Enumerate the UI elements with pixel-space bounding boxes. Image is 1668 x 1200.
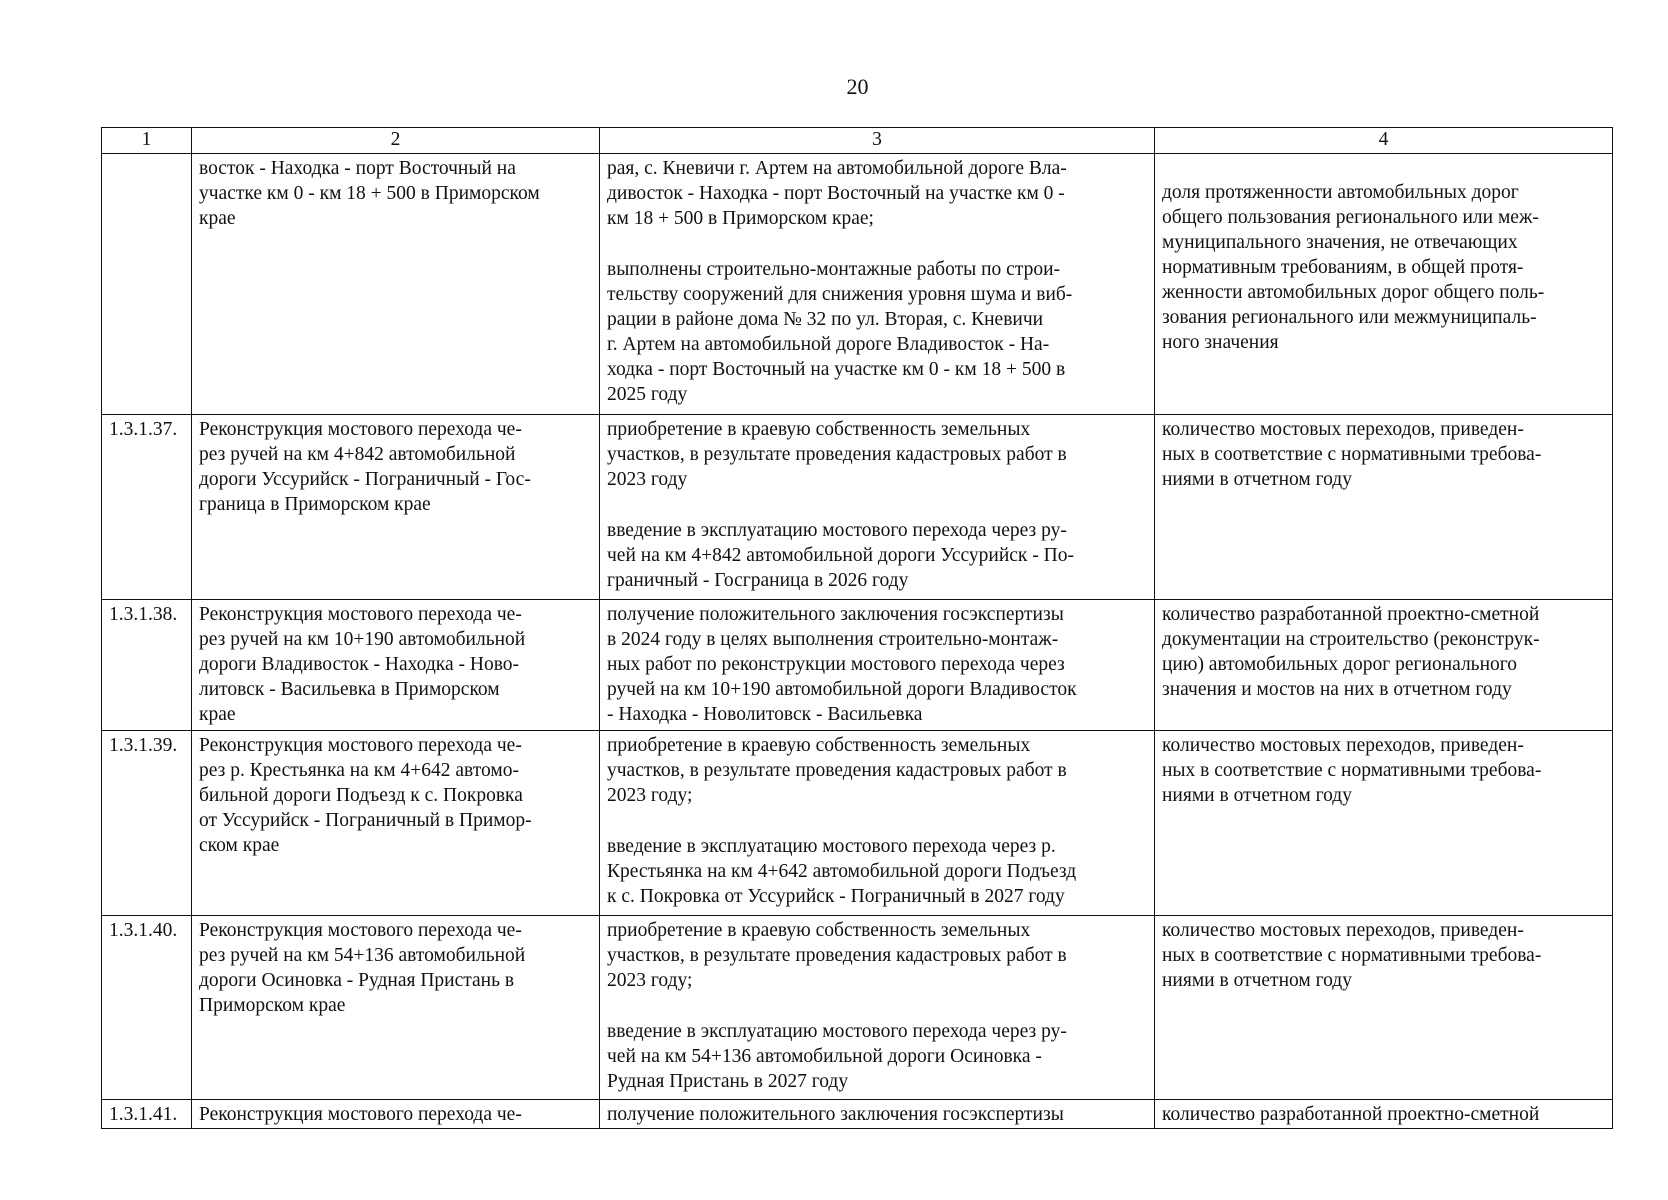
table-row — [102, 599, 1613, 731]
measure-name-cell — [192, 415, 600, 599]
result-line: чей на км 54+136 автомобильной дороги Осиновка - — [607, 1045, 1042, 1067]
measure-name-line: от Уссурийск - Пограничный в Примор- — [199, 810, 532, 832]
measure-name-line: Приморском крае — [199, 994, 346, 1016]
measure-name-line: ском крае — [199, 835, 280, 857]
indicator-line: ниями в отчетном году — [1162, 785, 1352, 807]
result-line: 2023 году; — [607, 785, 693, 807]
result-line: ручей на км 10+190 автомобильной дороги Владивосток — [607, 678, 1077, 700]
result-line: рая, с. Кневичи г. Артем на автомобильной дороге Вла- — [607, 157, 1067, 179]
measure-name-line: Реконструкция мостового перехода че- — [199, 919, 522, 941]
indicator-line: количество мостовых переходов, приведен- — [1162, 419, 1524, 441]
indicator-line: значения и мостов на них в отчетном году — [1162, 678, 1512, 700]
result-line: ных работ по реконструкции мостового перехода через — [607, 653, 1065, 675]
result-paragraph — [607, 156, 1148, 231]
table-row — [102, 153, 1613, 415]
result-line: к с. Покровка от Уссурийск - Пограничный в 2027 году — [607, 886, 1065, 908]
item-number-cell: 1.3.1.40. — [102, 915, 192, 1099]
measure-name-cell — [192, 1100, 600, 1129]
indicator-line: ниями в отчетном году — [1162, 469, 1352, 491]
measure-name-line: дороги Осиновка - Рудная Пристань в — [199, 969, 515, 991]
indicator-line: документации на строительство (реконструк- — [1162, 628, 1540, 650]
item-number-cell: 1.3.1.38. — [102, 599, 192, 731]
result-line: участков, в результате проведения кадастровых работ в — [607, 760, 1067, 782]
result-line: км 18 + 500 в Приморском крае; — [607, 207, 874, 229]
result-line: г. Артем на автомобильной дороге Владивосток - На- — [607, 333, 1050, 355]
indicator-cell — [1155, 915, 1613, 1099]
result-line: 2023 году; — [607, 969, 693, 991]
indicator-line: женности автомобильных дорог общего поль- — [1162, 281, 1545, 303]
indicator-cell — [1155, 599, 1613, 731]
indicator-line: зования регионального или межмуниципаль- — [1162, 306, 1537, 328]
measure-name-line: рез ручей на км 4+842 автомобильной — [199, 444, 516, 466]
item-number-cell: 1.3.1.39. — [102, 731, 192, 915]
indicator-line: количество разработанной проектно-сметной — [1162, 1104, 1540, 1126]
result-line: чей на км 4+842 автомобильной дороги Уссурийск - По- — [607, 545, 1074, 567]
measure-name-line: рез р. Крестьянка на км 4+642 автомо- — [199, 760, 519, 782]
item-number-cell: 1.3.1.41. — [102, 1100, 192, 1129]
measure-name-line: Реконструкция мостового перехода че- — [199, 735, 522, 757]
result-paragraph — [607, 733, 1148, 808]
indicator-cell — [1155, 415, 1613, 599]
measure-name-line: Реконструкция мостового перехода че- — [199, 419, 522, 441]
column-header-3: 3 — [600, 128, 1155, 154]
measure-name-line: восток - Находка - порт Восточный на — [199, 157, 516, 179]
measure-name-line: дороги Уссурийск - Пограничный - Гос- — [199, 469, 531, 491]
result-line: дивосток - Находка - порт Восточный на участке км 0 - — [607, 182, 1065, 204]
table-row — [102, 731, 1613, 915]
column-header-2: 2 — [192, 128, 600, 154]
measure-name-line: бильной дороги Подъезд к с. Покровка — [199, 785, 523, 807]
result-line: Крестьянка на км 4+642 автомобильной дороги Подъезд — [607, 861, 1077, 883]
result-line: получение положительного заключения госэкспертизы — [607, 603, 1064, 625]
indicator-line: муниципального значения, не отвечающих — [1162, 231, 1518, 253]
measure-name-line: крае — [199, 207, 236, 229]
result-line: 2023 году — [607, 469, 688, 491]
indicator-line: количество мостовых переходов, приведен- — [1162, 735, 1524, 757]
table-body — [102, 128, 1613, 1129]
result-line: граничный - Госграница в 2026 году — [607, 570, 909, 592]
item-number-cell — [102, 153, 192, 415]
result-line: введение в эксплуатацию мостового перехода через ру- — [607, 1020, 1067, 1042]
indicator-line: цию) автомобильных дорог регионального — [1162, 653, 1518, 675]
result-line: приобретение в краевую собственность земельных — [607, 735, 1031, 757]
result-line: тельству сооружений для снижения уровня шума и виб- — [607, 283, 1073, 305]
result-line: ходка - порт Восточный на участке км 0 - км 18 + 500 в — [607, 358, 1066, 380]
expected-result-cell — [600, 415, 1155, 599]
result-line: введение в эксплуатацию мостового перехода через р. — [607, 836, 1056, 858]
result-line: введение в эксплуатацию мостового перехода через ру- — [607, 520, 1067, 542]
result-line: рации в районе дома № 32 по ул. Вторая, с. Кневичи — [607, 308, 1044, 330]
measure-name-line: граница в Приморском крае — [199, 494, 431, 516]
measure-name-line: литовск - Васильевка в Приморском — [199, 678, 500, 700]
indicator-line: нормативным требованиям, в общей протя- — [1162, 256, 1524, 278]
result-line: приобретение в краевую собственность земельных — [607, 919, 1031, 941]
table-row — [102, 915, 1613, 1099]
result-line: в 2024 году в целях выполнения строительно-монтаж- — [607, 628, 1059, 650]
result-line: выполнены строительно-монтажные работы по строи- — [607, 258, 1061, 280]
expected-result-cell — [600, 153, 1155, 415]
measure-name-cell — [192, 731, 600, 915]
result-paragraph — [607, 602, 1148, 727]
result-paragraph — [607, 417, 1148, 492]
measure-name-line: рез ручей на км 10+190 автомобильной — [199, 628, 526, 650]
result-line: участков, в результате проведения кадастровых работ в — [607, 944, 1067, 966]
column-header-1: 1 — [102, 128, 192, 154]
measure-name-cell — [192, 915, 600, 1099]
indicator-line: количество мостовых переходов, приведен- — [1162, 919, 1524, 941]
measure-name-line: крае — [199, 703, 236, 725]
expected-result-cell — [600, 915, 1155, 1099]
result-paragraph — [607, 918, 1148, 993]
result-line: участков, в результате проведения кадастровых работ в — [607, 444, 1067, 466]
result-paragraph — [607, 1102, 1148, 1127]
expected-result-cell — [600, 1100, 1155, 1129]
result-line: 2025 году — [607, 383, 688, 405]
indicator-line: ного значения — [1162, 331, 1279, 353]
page-number: 20 — [846, 74, 869, 99]
result-line: - Находка - Новолитовск - Васильевка — [607, 703, 923, 725]
indicator-line: ных в соответствие с нормативными требова- — [1162, 760, 1542, 782]
result-line: приобретение в краевую собственность земельных — [607, 419, 1031, 441]
indicator-line: доля протяженности автомобильных дорог — [1162, 181, 1519, 203]
result-paragraph — [607, 518, 1148, 593]
indicator-line: общего пользования регионального или меж- — [1162, 206, 1539, 228]
indicator-cell — [1155, 153, 1613, 415]
result-paragraph — [607, 834, 1148, 909]
measure-name-cell — [192, 599, 600, 731]
measure-name-line: дороги Владивосток - Находка - Ново- — [199, 653, 520, 675]
measure-name-line: Реконструкция мостового перехода че- — [199, 603, 522, 625]
expected-result-cell — [600, 731, 1155, 915]
table-row — [102, 415, 1613, 599]
result-line: Рудная Пристань в 2027 году — [607, 1070, 849, 1092]
indicator-line: количество разработанной проектно-сметной — [1162, 603, 1540, 625]
column-header-4: 4 — [1155, 128, 1613, 154]
indicator-line: ниями в отчетном году — [1162, 969, 1352, 991]
result-paragraph — [607, 1019, 1148, 1094]
measure-name-line: рез ручей на км 54+136 автомобильной — [199, 944, 526, 966]
indicator-line: ных в соответствие с нормативными требова- — [1162, 944, 1542, 966]
result-line: получение положительного заключения госэкспертизы — [607, 1104, 1064, 1126]
expected-result-cell — [600, 599, 1155, 731]
item-number-cell: 1.3.1.37. — [102, 415, 192, 599]
table-row — [102, 1100, 1613, 1129]
measure-name-cell — [192, 153, 600, 415]
measure-name-line: Реконструкция мостового перехода че- — [199, 1104, 522, 1126]
measure-name-line: участке км 0 - км 18 + 500 в Приморском — [199, 182, 540, 204]
indicator-cell — [1155, 731, 1613, 915]
program-table — [101, 127, 1613, 1129]
indicator-line: ных в соответствие с нормативными требова- — [1162, 444, 1542, 466]
result-paragraph — [607, 257, 1148, 407]
indicator-cell — [1155, 1100, 1613, 1129]
column-number-row — [102, 128, 1613, 154]
